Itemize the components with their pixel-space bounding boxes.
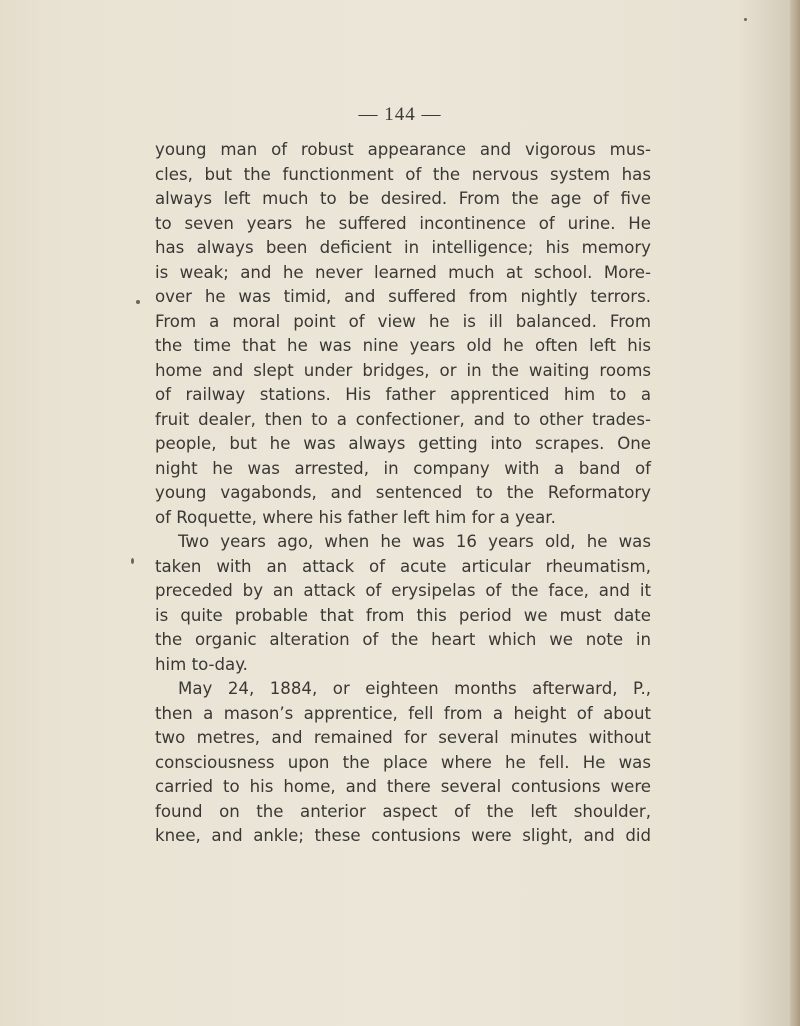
text-line-25: two metres, and remained for several minutes without (155, 728, 651, 747)
ink-speck (744, 18, 747, 21)
text-line-18: taken with an attack of acute articular rheumatism, (155, 556, 651, 576)
text-line-20: is quite probable that from this period we must date (155, 605, 651, 625)
text-line-12: fruit dealer, then to a confectioner, and to other trades- (155, 409, 651, 429)
text-line-13: people, but he was always getting into scrapes. One (155, 434, 651, 453)
text-line-3: always left much to be desired. From the age of five (155, 189, 651, 208)
text-line-26: consciousness upon the place where he fell. He was (155, 752, 651, 772)
text-line-8: From a moral point of view he is ill balanced. From (155, 311, 651, 331)
text-line-16: of Roquette, where his father left him for a year. (155, 507, 556, 527)
text-line-27: carried to his home, and there several contusions were (155, 777, 651, 796)
ink-speck (136, 300, 140, 304)
text-line-1: young man of robust appearance and vigorous mus- (155, 140, 651, 159)
text-line-19: preceded by an attack of erysipelas of the face, and it (155, 581, 651, 600)
text-line-22: him to-day. (155, 654, 248, 674)
text-line-2: cles, but the functionment of the nervous system has (155, 164, 651, 184)
text-line-21: the organic alteration of the heart which we note in (155, 630, 651, 649)
text-line-23: May 24, 1884, or eighteen months afterward, P., (178, 679, 651, 698)
text-line-24: then a mason’s apprentice, fell from a height of about (155, 703, 651, 723)
text-line-29: knee, and ankle; these contusions were slight, and did (155, 826, 651, 845)
text-line-17: Two years ago, when he was 16 years old, he was (178, 532, 651, 551)
text-line-28: found on the anterior aspect of the left shoulder, (155, 801, 651, 821)
page-number: — 144 — (358, 104, 442, 125)
ink-speck (131, 558, 134, 564)
text-line-9: the time that he was nine years old he often left his (155, 336, 651, 355)
text-line-5: has always been deficient in intelligence; his memory (155, 238, 651, 257)
text-line-7: over he was timid, and suffered from nightly terrors. (155, 287, 651, 306)
text-line-10: home and slept under bridges, or in the waiting rooms (155, 360, 651, 380)
text-line-11: of railway stations. His father apprenticed him to a (155, 385, 651, 404)
body-text (155, 138, 651, 849)
text-line-15: young vagabonds, and sentenced to the Reformatory (155, 483, 651, 502)
text-line-6: is weak; and he never learned much at school. More- (155, 262, 651, 282)
page-edge-shadow (790, 0, 800, 1026)
text-line-4: to seven years he suffered incontinence of urine. He (155, 213, 651, 233)
text-line-14: night he was arrested, in company with a band of (155, 458, 651, 478)
